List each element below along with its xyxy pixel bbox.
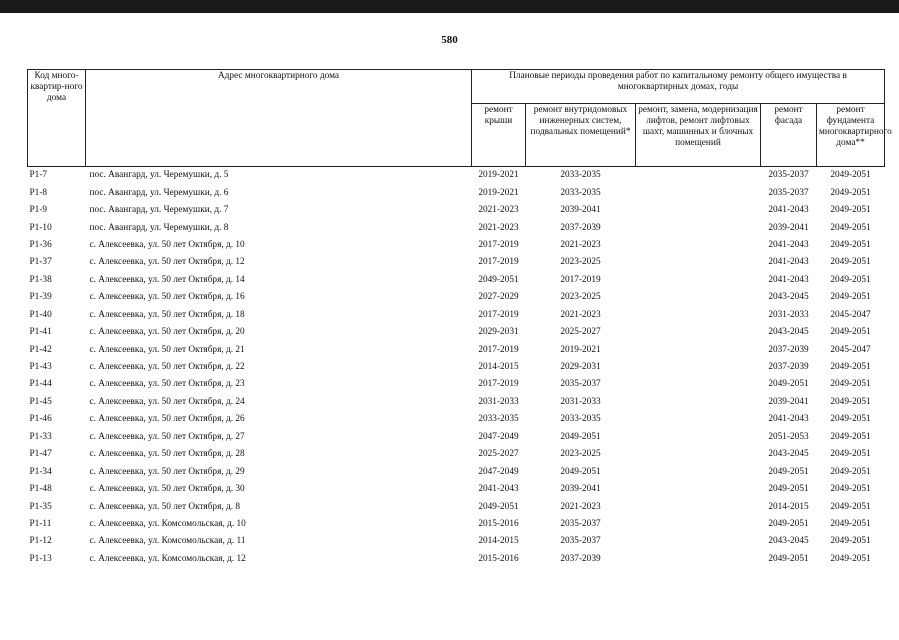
header-facade: ремонт фасада bbox=[761, 103, 817, 166]
cell-elevators bbox=[636, 533, 761, 550]
cell-facade: 2037-2039 bbox=[768, 362, 809, 373]
cell-code: P1-40 bbox=[29, 309, 52, 320]
cell-systems: 2021-2023 bbox=[560, 501, 601, 512]
cell-address: с. Алексеевка, ул. Комсомольская, д. 12 bbox=[89, 553, 246, 564]
table-row bbox=[28, 463, 885, 480]
table-row bbox=[28, 516, 885, 533]
cell-address: пос. Авангард, ул. Черемушки, д. 7 bbox=[89, 205, 229, 216]
cell-foundation: 2045-2047 bbox=[830, 309, 871, 320]
cell-address: пос. Авангард, ул. Черемушки, д. 5 bbox=[89, 170, 229, 181]
cell-systems: 2023-2025 bbox=[560, 449, 601, 460]
header-address: Адрес многоквартирного дома bbox=[86, 70, 472, 167]
cell-facade: 2031-2033 bbox=[768, 309, 809, 320]
cell-roof: 2041-2043 bbox=[478, 484, 519, 495]
cell-systems: 2033-2035 bbox=[560, 414, 601, 425]
cell-address: с. Алексеевка, ул. 50 лет Октября, д. 22 bbox=[89, 362, 245, 373]
cell-code: P1-44 bbox=[29, 379, 52, 390]
cell-roof: 2014-2015 bbox=[478, 536, 519, 547]
cell-systems: 2033-2035 bbox=[560, 187, 601, 198]
cell-code: P1-42 bbox=[29, 344, 52, 355]
cell-elevators bbox=[636, 463, 761, 480]
table-body bbox=[28, 167, 885, 569]
cell-systems: 2019-2021 bbox=[560, 344, 601, 355]
cell-facade: 2039-2041 bbox=[768, 222, 809, 233]
cell-code: P1-35 bbox=[29, 501, 52, 512]
cell-code: P1-41 bbox=[29, 327, 52, 338]
cell-foundation: 2049-2051 bbox=[830, 379, 871, 390]
table-row bbox=[28, 446, 885, 463]
cell-systems: 2021-2023 bbox=[560, 239, 601, 250]
table-row bbox=[28, 324, 885, 341]
cell-code: P1-36 bbox=[29, 239, 52, 250]
cell-elevators bbox=[636, 516, 761, 533]
cell-address: пос. Авангард, ул. Черемушки, д. 6 bbox=[89, 187, 229, 198]
cell-roof: 2019-2021 bbox=[478, 187, 519, 198]
table-row bbox=[28, 272, 885, 289]
table-row bbox=[28, 429, 885, 446]
cell-code: P1-39 bbox=[29, 292, 52, 303]
cell-systems: 2035-2037 bbox=[560, 536, 601, 547]
header-foundation: ремонт фундамента многоквартирного дома** bbox=[817, 103, 885, 166]
table-row bbox=[28, 237, 885, 254]
cell-roof: 2029-2031 bbox=[478, 327, 519, 338]
table-row bbox=[28, 307, 885, 324]
header-elevators: ремонт, замена, модернизация лифтов, ремонт лифтовых шахт, машинных и блочных помещений bbox=[636, 103, 761, 166]
cell-foundation: 2049-2051 bbox=[830, 327, 871, 338]
cell-address: с. Алексеевка, ул. 50 лет Октября, д. 20 bbox=[89, 327, 245, 338]
table-row bbox=[28, 184, 885, 201]
cell-address: с. Алексеевка, ул. 50 лет Октября, д. 8 bbox=[89, 501, 241, 512]
table-row bbox=[28, 167, 885, 185]
cell-facade: 2035-2037 bbox=[768, 170, 809, 181]
cell-systems: 2049-2051 bbox=[560, 466, 601, 477]
cell-facade: 2037-2039 bbox=[768, 344, 809, 355]
cell-address: с. Алексеевка, ул. 50 лет Октября, д. 16 bbox=[89, 292, 245, 303]
cell-foundation: 2049-2051 bbox=[830, 362, 871, 373]
table-row bbox=[28, 202, 885, 219]
cell-foundation: 2049-2051 bbox=[830, 484, 871, 495]
cell-foundation: 2049-2051 bbox=[830, 501, 871, 512]
cell-roof: 2021-2023 bbox=[478, 222, 519, 233]
cell-code: P1-7 bbox=[29, 170, 48, 181]
cell-foundation: 2049-2051 bbox=[830, 170, 871, 181]
cell-roof: 2017-2019 bbox=[478, 379, 519, 390]
cell-address: с. Алексеевка, ул. 50 лет Октября, д. 30 bbox=[89, 484, 245, 495]
cell-elevators bbox=[636, 307, 761, 324]
cell-foundation: 2049-2051 bbox=[830, 466, 871, 477]
cell-code: P1-38 bbox=[29, 274, 52, 285]
cell-facade: 2041-2043 bbox=[768, 414, 809, 425]
cell-foundation: 2049-2051 bbox=[830, 257, 871, 268]
cell-roof: 2015-2016 bbox=[478, 518, 519, 529]
cell-elevators bbox=[636, 202, 761, 219]
cell-code: P1-11 bbox=[29, 518, 52, 529]
table-row bbox=[28, 289, 885, 306]
cell-code: P1-33 bbox=[29, 431, 52, 442]
cell-foundation: 2049-2051 bbox=[830, 414, 871, 425]
scan-top-border bbox=[0, 0, 899, 13]
cell-code: P1-13 bbox=[29, 553, 52, 564]
cell-elevators bbox=[636, 254, 761, 271]
table-row bbox=[28, 394, 885, 411]
cell-roof: 2049-2051 bbox=[478, 274, 519, 285]
cell-foundation: 2049-2051 bbox=[830, 274, 871, 285]
cell-foundation: 2049-2051 bbox=[830, 518, 871, 529]
cell-roof: 2047-2049 bbox=[478, 466, 519, 477]
cell-foundation: 2045-2047 bbox=[830, 344, 871, 355]
table-row bbox=[28, 533, 885, 550]
cell-code: P1-45 bbox=[29, 396, 52, 407]
cell-foundation: 2049-2051 bbox=[830, 536, 871, 547]
cell-roof: 2014-2015 bbox=[478, 362, 519, 373]
cell-facade: 2039-2041 bbox=[768, 396, 809, 407]
cell-facade: 2041-2043 bbox=[768, 274, 809, 285]
cell-address: с. Алексеевка, ул. 50 лет Октября, д. 10 bbox=[89, 239, 245, 250]
cell-systems: 2039-2041 bbox=[560, 205, 601, 216]
repair-schedule-table bbox=[27, 69, 892, 568]
table-row bbox=[28, 219, 885, 236]
cell-foundation: 2049-2051 bbox=[830, 449, 871, 460]
cell-address: пос. Авангард, ул. Черемушки, д. 8 bbox=[89, 222, 229, 233]
cell-roof: 2025-2027 bbox=[478, 449, 519, 460]
cell-address: с. Алексеевка, ул. 50 лет Октября, д. 28 bbox=[89, 449, 245, 460]
cell-roof: 2031-2033 bbox=[478, 396, 519, 407]
cell-address: с. Алексеевка, ул. 50 лет Октября, д. 12 bbox=[89, 257, 245, 268]
cell-code: P1-47 bbox=[29, 449, 52, 460]
cell-roof: 2033-2035 bbox=[478, 414, 519, 425]
cell-code: P1-8 bbox=[29, 187, 48, 198]
cell-systems: 2029-2031 bbox=[560, 362, 601, 373]
table-row bbox=[28, 551, 885, 568]
cell-address: с. Алексеевка, ул. 50 лет Октября, д. 27 bbox=[89, 431, 245, 442]
cell-elevators bbox=[636, 429, 761, 446]
cell-code: P1-9 bbox=[29, 205, 48, 216]
cell-systems: 2025-2027 bbox=[560, 327, 601, 338]
cell-facade: 2051-2053 bbox=[768, 431, 809, 442]
cell-code: P1-43 bbox=[29, 362, 52, 373]
cell-facade: 2041-2043 bbox=[768, 257, 809, 268]
cell-facade: 2043-2045 bbox=[768, 327, 809, 338]
cell-address: с. Алексеевка, ул. Комсомольская, д. 10 bbox=[89, 518, 246, 529]
cell-facade: 2049-2051 bbox=[768, 466, 809, 477]
cell-elevators bbox=[636, 184, 761, 201]
cell-facade: 2043-2045 bbox=[768, 536, 809, 547]
page-number: 580 bbox=[441, 34, 458, 46]
cell-systems: 2033-2035 bbox=[560, 170, 601, 181]
cell-elevators bbox=[636, 376, 761, 393]
cell-code: P1-48 bbox=[29, 484, 52, 495]
cell-elevators bbox=[636, 237, 761, 254]
cell-code: P1-10 bbox=[29, 222, 52, 233]
cell-roof: 2017-2019 bbox=[478, 344, 519, 355]
cell-facade: 2041-2043 bbox=[768, 239, 809, 250]
cell-elevators bbox=[636, 481, 761, 498]
header-roof: ремонт крыши bbox=[472, 103, 526, 166]
cell-systems: 2039-2041 bbox=[560, 484, 601, 495]
cell-facade: 2035-2037 bbox=[768, 187, 809, 198]
cell-roof: 2019-2021 bbox=[478, 170, 519, 181]
table-row bbox=[28, 359, 885, 376]
cell-elevators bbox=[636, 324, 761, 341]
cell-systems: 2017-2019 bbox=[560, 274, 601, 285]
cell-facade: 2014-2015 bbox=[768, 501, 809, 512]
header-systems: ремонт внутридомовых инженерных систем, подвальных помещений* bbox=[526, 103, 636, 166]
cell-facade: 2049-2051 bbox=[768, 553, 809, 564]
cell-facade: 2049-2051 bbox=[768, 518, 809, 529]
table-row bbox=[28, 254, 885, 271]
header-code: Код много-квартир-ного дома bbox=[28, 70, 86, 167]
cell-foundation: 2049-2051 bbox=[830, 222, 871, 233]
cell-code: P1-12 bbox=[29, 536, 52, 547]
cell-elevators bbox=[636, 341, 761, 358]
cell-foundation: 2049-2051 bbox=[830, 431, 871, 442]
cell-elevators bbox=[636, 359, 761, 376]
cell-elevators bbox=[636, 289, 761, 306]
cell-address: с. Алексеевка, ул. 50 лет Октября, д. 26 bbox=[89, 414, 245, 425]
table-row bbox=[28, 481, 885, 498]
cell-facade: 2043-2045 bbox=[768, 449, 809, 460]
cell-systems: 2023-2025 bbox=[560, 292, 601, 303]
cell-code: P1-37 bbox=[29, 257, 52, 268]
cell-address: с. Алексеевка, ул. 50 лет Октября, д. 24 bbox=[89, 396, 245, 407]
cell-facade: 2049-2051 bbox=[768, 484, 809, 495]
cell-address: с. Алексеевка, ул. Комсомольская, д. 11 bbox=[89, 536, 246, 547]
cell-facade: 2049-2051 bbox=[768, 379, 809, 390]
cell-facade: 2041-2043 bbox=[768, 205, 809, 216]
cell-roof: 2017-2019 bbox=[478, 239, 519, 250]
table-header bbox=[28, 70, 892, 167]
cell-foundation: 2049-2051 bbox=[830, 292, 871, 303]
cell-elevators bbox=[636, 394, 761, 411]
cell-code: P1-46 bbox=[29, 414, 52, 425]
table-row bbox=[28, 376, 885, 393]
cell-roof: 2017-2019 bbox=[478, 309, 519, 320]
cell-foundation: 2049-2051 bbox=[830, 396, 871, 407]
cell-systems: 2021-2023 bbox=[560, 309, 601, 320]
cell-roof: 2047-2049 bbox=[478, 431, 519, 442]
table-row bbox=[28, 411, 885, 428]
cell-address: с. Алексеевка, ул. 50 лет Октября, д. 18 bbox=[89, 309, 245, 320]
cell-systems: 2035-2037 bbox=[560, 518, 601, 529]
cell-elevators bbox=[636, 551, 761, 568]
cell-systems: 2037-2039 bbox=[560, 222, 601, 233]
cell-foundation: 2049-2051 bbox=[830, 205, 871, 216]
table-row bbox=[28, 498, 885, 515]
cell-elevators bbox=[636, 411, 761, 428]
cell-elevators bbox=[636, 446, 761, 463]
cell-address: с. Алексеевка, ул. 50 лет Октября, д. 21 bbox=[89, 344, 245, 355]
cell-elevators bbox=[636, 219, 761, 236]
cell-elevators bbox=[636, 272, 761, 289]
cell-roof: 2017-2019 bbox=[478, 257, 519, 268]
cell-systems: 2023-2025 bbox=[560, 257, 601, 268]
cell-foundation: 2049-2051 bbox=[830, 187, 871, 198]
cell-systems: 2049-2051 bbox=[560, 431, 601, 442]
cell-roof: 2049-2051 bbox=[478, 501, 519, 512]
cell-elevators bbox=[636, 167, 761, 185]
header-periods: Плановые периоды проведения работ по капитальному ремонту общего имущества в многоквартирных домах, годы bbox=[472, 70, 885, 104]
cell-elevators bbox=[636, 498, 761, 515]
cell-roof: 2015-2016 bbox=[478, 553, 519, 564]
table-row bbox=[28, 341, 885, 358]
cell-address: с. Алексеевка, ул. 50 лет Октября, д. 29 bbox=[89, 466, 245, 477]
cell-address: с. Алексеевка, ул. 50 лет Октября, д. 14 bbox=[89, 274, 245, 285]
cell-foundation: 2049-2051 bbox=[830, 553, 871, 564]
cell-systems: 2037-2039 bbox=[560, 553, 601, 564]
cell-address: с. Алексеевка, ул. 50 лет Октября, д. 23 bbox=[89, 379, 245, 390]
cell-systems: 2031-2033 bbox=[560, 396, 601, 407]
cell-facade: 2043-2045 bbox=[768, 292, 809, 303]
cell-roof: 2021-2023 bbox=[478, 205, 519, 216]
cell-systems: 2035-2037 bbox=[560, 379, 601, 390]
cell-code: P1-34 bbox=[29, 466, 52, 477]
cell-roof: 2027-2029 bbox=[478, 292, 519, 303]
cell-foundation: 2049-2051 bbox=[830, 239, 871, 250]
